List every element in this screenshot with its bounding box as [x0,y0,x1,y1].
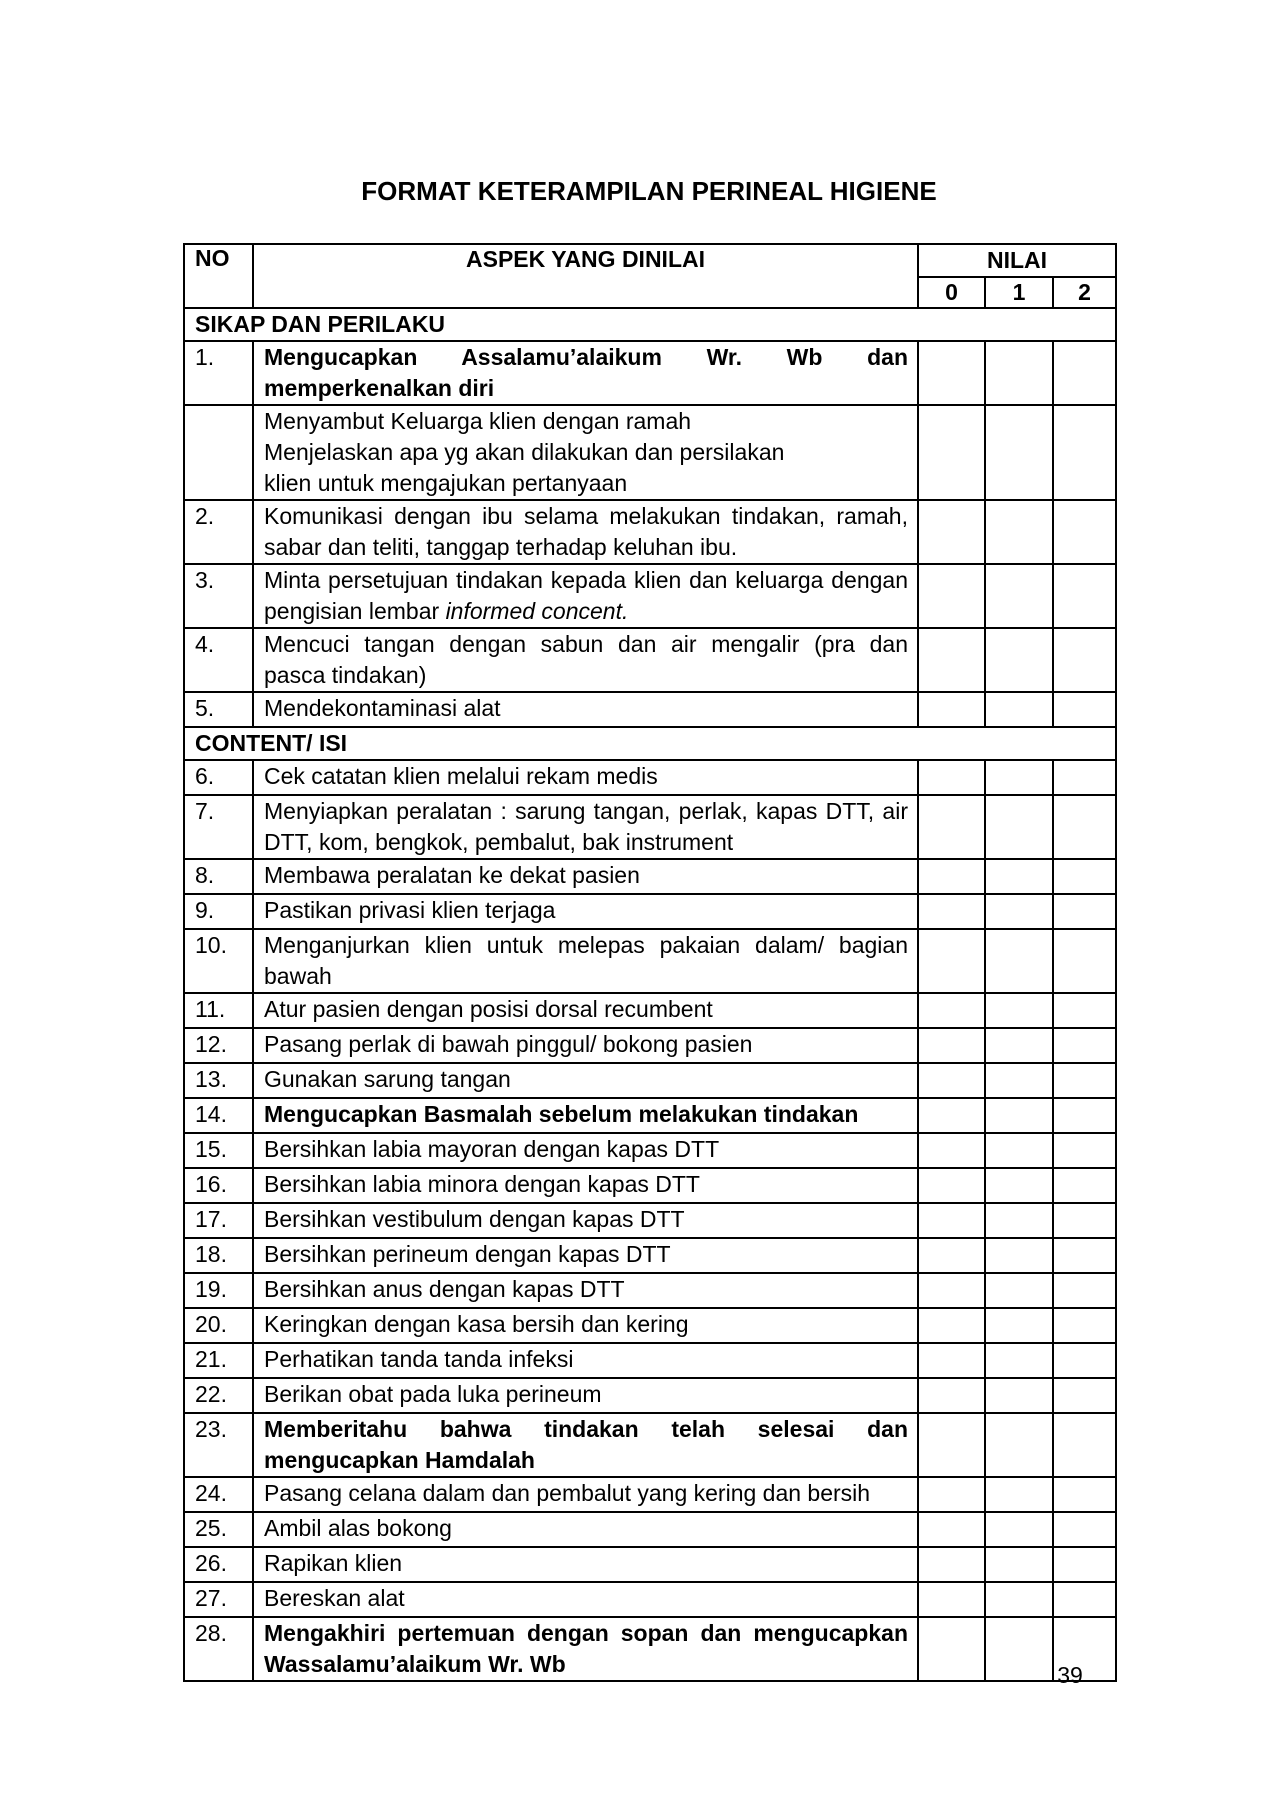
item-number: 13. [184,1063,253,1098]
item-number: 17. [184,1203,253,1238]
score-cell-0 [918,1133,985,1168]
item-text: Mencuci tangan dengan sabun dan air mengalir (pra dan pasca tindakan) [253,628,918,692]
score-cell-2 [1053,1512,1116,1547]
score-cell-0 [918,859,985,894]
item-text-line: klien untuk mengajukan pertanyaan [264,470,628,496]
score-cell-1 [985,929,1053,993]
item-row [184,1617,1116,1681]
item-text: Pasang perlak di bawah pinggul/ bokong pasien [253,1028,918,1063]
item-text: Bersihkan vestibulum dengan kapas DTT [253,1203,918,1238]
item-number: 23. [184,1413,253,1477]
item-text: Ambil alas bokong [253,1512,918,1547]
item-number: 11. [184,993,253,1028]
item-row [184,1477,1116,1512]
item-number: 15. [184,1133,253,1168]
item-number: 26. [184,1547,253,1582]
item-row [184,859,1116,894]
item-row [184,1547,1116,1582]
score-cell-1 [985,692,1053,727]
score-cell-2 [1053,1273,1116,1308]
score-cell-1 [985,341,1053,405]
item-row [184,1133,1116,1168]
item-text: Bersihkan labia mayoran dengan kapas DTT [253,1133,918,1168]
item-number: 2. [184,500,253,564]
score-cell-0 [918,1477,985,1512]
item-row [184,993,1116,1028]
score-cell-2 [1053,1378,1116,1413]
item-text: Bersihkan perineum dengan kapas DTT [253,1238,918,1273]
score-cell-2 [1053,1063,1116,1098]
score-cell-0 [918,1413,985,1477]
score-cell-2 [1053,405,1116,500]
score-cell-1 [985,1413,1053,1477]
score-cell-0 [918,1378,985,1413]
score-cell-1 [985,1273,1053,1308]
item-text-line: Menjelaskan apa yg akan dilakukan dan persilakan [264,439,785,465]
item-text: Pasang celana dalam dan pembalut yang kering dan bersih [253,1477,918,1512]
score-cell-2 [1053,993,1116,1028]
score-cell-1 [985,760,1053,795]
score-cell-0 [918,500,985,564]
item-row [184,1098,1116,1133]
item-number: 3. [184,564,253,628]
score-cell-1 [985,1378,1053,1413]
score-cell-0 [918,405,985,500]
item-text: Membawa peralatan ke dekat pasien [253,859,918,894]
score-cell-0 [918,1063,985,1098]
section-label: SIKAP DAN PERILAKU [184,308,1116,341]
score-cell-2 [1053,894,1116,929]
section-row [184,727,1116,760]
score-cell-0 [918,795,985,859]
score-cell-2 [1053,500,1116,564]
score-cell-1 [985,1133,1053,1168]
item-number: 18. [184,1238,253,1273]
score-cell-1 [985,628,1053,692]
item-number: 8. [184,859,253,894]
score-cell-2 [1053,929,1116,993]
score-cell-2 [1053,1308,1116,1343]
item-number: 25. [184,1512,253,1547]
score-cell-1 [985,1477,1053,1512]
item-row [184,1063,1116,1098]
item-text: Memberitahu bahwa tindakan telah selesai dan mengucapkan Hamdalah [253,1413,918,1477]
item-row [184,692,1116,727]
item-row [184,1168,1116,1203]
score-cell-2 [1053,1413,1116,1477]
score-cell-0 [918,628,985,692]
score-cell-0 [918,341,985,405]
item-text-line: Menyambut Keluarga klien dengan ramah [264,408,692,434]
item-number: 19. [184,1273,253,1308]
item-text: Perhatikan tanda tanda infeksi [253,1343,918,1378]
item-number: 24. [184,1477,253,1512]
score-cell-2 [1053,795,1116,859]
score-cell-0 [918,1098,985,1133]
item-row [184,1413,1116,1477]
item-row [184,760,1116,795]
item-row [184,1273,1116,1308]
item-row [184,1238,1116,1273]
item-text: Bersihkan labia minora dengan kapas DTT [253,1168,918,1203]
page-title: FORMAT KETERAMPILAN PERINEAL HIGIENE [361,176,937,206]
score-cell-2 [1053,1547,1116,1582]
score-cell-0 [918,894,985,929]
score-cell-2 [1053,1028,1116,1063]
item-number: 20. [184,1308,253,1343]
item-text [253,405,918,500]
item-text: Mengakhiri pertemuan dengan sopan dan mengucapkan Wassalamu’alaikum Wr. Wb [253,1617,918,1681]
item-row [184,795,1116,859]
col-header-score-group: NILAI [918,244,1116,277]
item-number [184,405,253,500]
score-cell-0 [918,692,985,727]
score-cell-0 [918,1273,985,1308]
score-cell-0 [918,1343,985,1378]
score-cell-2 [1053,1203,1116,1238]
item-row [184,1028,1116,1063]
item-row [184,500,1116,564]
score-cell-1 [985,1028,1053,1063]
item-number: 14. [184,1098,253,1133]
score-cell-1 [985,1238,1053,1273]
item-row [184,1512,1116,1547]
score-cell-0 [918,1238,985,1273]
col-header-aspect: ASPEK YANG DINILAI [253,244,918,308]
item-row [184,1203,1116,1238]
score-cell-0 [918,1512,985,1547]
score-cell-0 [918,1308,985,1343]
score-cell-1 [985,859,1053,894]
item-number: 9. [184,894,253,929]
item-text: Minta persetujuan tindakan kepada klien dan keluarga dengan pengisian lembar informed concent. [253,564,918,628]
item-text: Menganjurkan klien untuk melepas pakaian dalam/ bagian bawah [253,929,918,993]
score-cell-2 [1053,1238,1116,1273]
item-row [184,1582,1116,1617]
score-cell-0 [918,1028,985,1063]
item-text: Bersihkan anus dengan kapas DTT [253,1273,918,1308]
item-number: 28. [184,1617,253,1681]
score-cell-1 [985,1343,1053,1378]
score-cell-1 [985,1203,1053,1238]
assessment-table [183,243,1117,1682]
score-cell-2 [1053,1168,1116,1203]
score-cell-2 [1053,1343,1116,1378]
item-number: 1. [184,341,253,405]
score-cell-2 [1053,1098,1116,1133]
item-row [184,1308,1116,1343]
item-text: Menyiapkan peralatan : sarung tangan, perlak, kapas DTT, air DTT, kom, bengkok, pembalut, bak instrument [253,795,918,859]
item-text: Rapikan klien [253,1547,918,1582]
score-cell-0 [918,1168,985,1203]
item-row [184,405,1116,500]
score-cell-1 [985,1063,1053,1098]
item-text: Gunakan sarung tangan [253,1063,918,1098]
section-row [184,308,1116,341]
score-cell-1 [985,564,1053,628]
col-header-score-0: 0 [918,277,985,308]
item-row [184,628,1116,692]
item-number: 7. [184,795,253,859]
item-text: Atur pasien dengan posisi dorsal recumbent [253,993,918,1028]
item-text: Bereskan alat [253,1582,918,1617]
item-text: Pastikan privasi klien terjaga [253,894,918,929]
score-cell-1 [985,1168,1053,1203]
score-cell-1 [985,993,1053,1028]
score-cell-0 [918,1617,985,1681]
item-text: Komunikasi dengan ibu selama melakukan tindakan, ramah, sabar dan teliti, tanggap terhadap keluhan ibu. [253,500,918,564]
item-row [184,929,1116,993]
score-cell-1 [985,1308,1053,1343]
col-header-no: NO [184,244,253,308]
score-cell-0 [918,1582,985,1617]
section-label: CONTENT/ ISI [184,727,1116,760]
item-row [184,341,1116,405]
score-cell-1 [985,795,1053,859]
item-number: 27. [184,1582,253,1617]
page-number: 39 [1057,1662,1083,1688]
item-text: Mendekontaminasi alat [253,692,918,727]
item-row [184,564,1116,628]
item-text: Cek catatan klien melalui rekam medis [253,760,918,795]
item-text: Keringkan dengan kasa bersih dan kering [253,1308,918,1343]
score-cell-1 [985,1098,1053,1133]
item-row [184,894,1116,929]
table-header [184,244,1116,308]
score-cell-2 [1053,341,1116,405]
score-cell-1 [985,500,1053,564]
score-cell-1 [985,894,1053,929]
score-cell-0 [918,929,985,993]
item-row [184,1378,1116,1413]
table-body [184,308,1116,1681]
score-cell-1 [985,1547,1053,1582]
item-number: 6. [184,760,253,795]
item-text: Berikan obat pada luka perineum [253,1378,918,1413]
item-text: Mengucapkan Basmalah sebelum melakukan tindakan [253,1098,918,1133]
item-number: 21. [184,1343,253,1378]
item-number: 12. [184,1028,253,1063]
score-cell-0 [918,1203,985,1238]
score-cell-0 [918,993,985,1028]
header-row-top [184,244,1116,277]
score-cell-1 [985,1512,1053,1547]
item-number: 4. [184,628,253,692]
item-number: 10. [184,929,253,993]
col-header-score-2: 2 [1053,277,1116,308]
item-number: 22. [184,1378,253,1413]
score-cell-2 [1053,692,1116,727]
item-number: 16. [184,1168,253,1203]
item-text-italic: informed concent. [445,598,629,624]
score-cell-1 [985,1582,1053,1617]
item-text: Mengucapkan Assalamu’alaikum Wr. Wb dan memperkenalkan diri [253,341,918,405]
item-row [184,1343,1116,1378]
score-cell-2 [1053,1582,1116,1617]
score-cell-2 [1053,760,1116,795]
score-cell-2 [1053,564,1116,628]
score-cell-1 [985,405,1053,500]
col-header-score-1: 1 [985,277,1053,308]
score-cell-0 [918,564,985,628]
score-cell-2 [1053,1133,1116,1168]
score-cell-2 [1053,1477,1116,1512]
score-cell-0 [918,1547,985,1582]
item-number: 5. [184,692,253,727]
score-cell-2 [1053,859,1116,894]
score-cell-0 [918,760,985,795]
score-cell-2 [1053,628,1116,692]
